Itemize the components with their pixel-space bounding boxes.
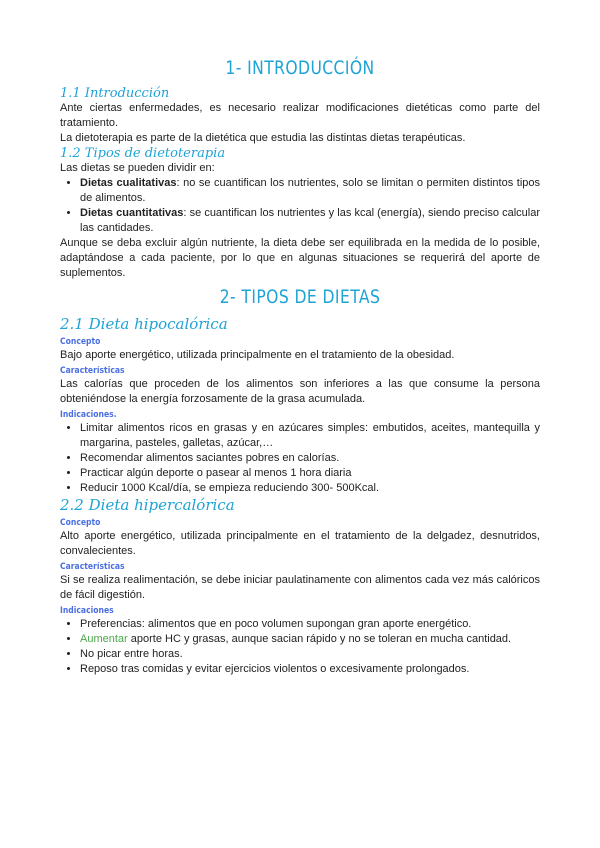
list-item: • Reposo tras comidas y evitar ejercicios violentos o excesivamente prolongados. xyxy=(80,662,540,677)
term-description: : se cuantifican los nutrientes y las kcal (energía), siendo preciso calcular las cantidades. xyxy=(80,207,540,234)
section-title-introduccion: 1- INTRODUCCIÓN xyxy=(225,57,375,79)
section-title-tipos-dietas: 2- TIPOS DE DIETAS xyxy=(219,286,381,308)
subsection-title-hipercalorica: 2.2 Dieta hipercalórica xyxy=(60,496,235,514)
bullet-list xyxy=(60,421,540,496)
label-concepto: Concepto xyxy=(60,337,101,347)
list-item: • Preferencias: alimentos que en poco volumen supongan gran aporte energético. xyxy=(80,617,540,632)
bullet-list xyxy=(60,617,540,677)
term: Dietas cuantitativas xyxy=(80,207,184,219)
list-item: • Recomendar alimentos saciantes pobres en calorías. xyxy=(80,451,540,466)
paragraph: Alto aporte energético, utilizada principalmente en el tratamiento de la delgadez, desnutridos, convalecientes. xyxy=(60,530,540,557)
paragraph: La dietoterapia es parte de la dietética que estudia las distintas dietas terapéuticas. xyxy=(60,132,466,144)
list-item: • Limitar alimentos ricos en grasas y en azúcares simples: embutidos, aceites, mantequilla y margarina, pasteles, galletas, azúcar,… xyxy=(80,421,540,451)
paragraph: Las dietas se pueden dividir en: xyxy=(60,162,215,174)
highlight-word: Aumentar xyxy=(80,633,128,645)
list-item: • Practicar algún deporte o pasear al menos 1 hora diaria xyxy=(80,466,540,481)
subsection-title-hipocalorica: 2.1 Dieta hipocalórica xyxy=(60,315,228,333)
label-concepto: Concepto xyxy=(60,518,101,528)
paragraph: Aunque se deba excluir algún nutriente, la dieta debe ser equilibrada en la medida de lo posible, adaptándose a cada paciente, por lo que en algunas situaciones se requerirá del aporte de suplementos. xyxy=(60,237,540,279)
paragraph: Ante ciertas enfermedades, es necesario realizar modificaciones dietéticas como parte del tratamiento. xyxy=(60,102,540,129)
term: Dietas cualitativas xyxy=(80,177,177,189)
list-item xyxy=(80,176,540,206)
list-item: • Reducir 1000 Kcal/día, se empieza reduciendo 300- 500Kcal. xyxy=(80,481,540,496)
term-description: : no se cuantifican los nutrientes, solo se limitan o permiten distintos tipos de alimentos. xyxy=(80,177,540,204)
paragraph: Si se realiza realimentación, se debe iniciar paulatinamente con alimentos cada vez más calóricos de fácil digestión. xyxy=(60,574,540,601)
list-item xyxy=(80,632,540,647)
label-caracteristicas: Características xyxy=(60,366,125,376)
subsection-title-tipos-dietoterapia: 1.2 Tipos de dietoterapia xyxy=(60,146,226,161)
subsection-title-introduccion: 1.1 Introducción xyxy=(60,86,170,101)
label-indicaciones: Indicaciones. xyxy=(60,410,117,420)
label-indicaciones: Indicaciones xyxy=(60,606,114,616)
paragraph: Las calorías que proceden de los alimentos son inferiores a las que consume la persona obteniéndose la energía forzosamente de la grasa acumulada. xyxy=(60,378,540,405)
list-item xyxy=(80,206,540,236)
list-item: • No picar entre horas. xyxy=(80,647,540,662)
bullet-list xyxy=(60,176,540,236)
label-caracteristicas: Características xyxy=(60,562,125,572)
paragraph: Bajo aporte energético, utilizada principalmente en el tratamiento de la obesidad. xyxy=(60,349,455,361)
list-item-text: aporte HC y grasas, aunque sacian rápido y no se toleran en mucha cantidad. xyxy=(127,633,512,645)
